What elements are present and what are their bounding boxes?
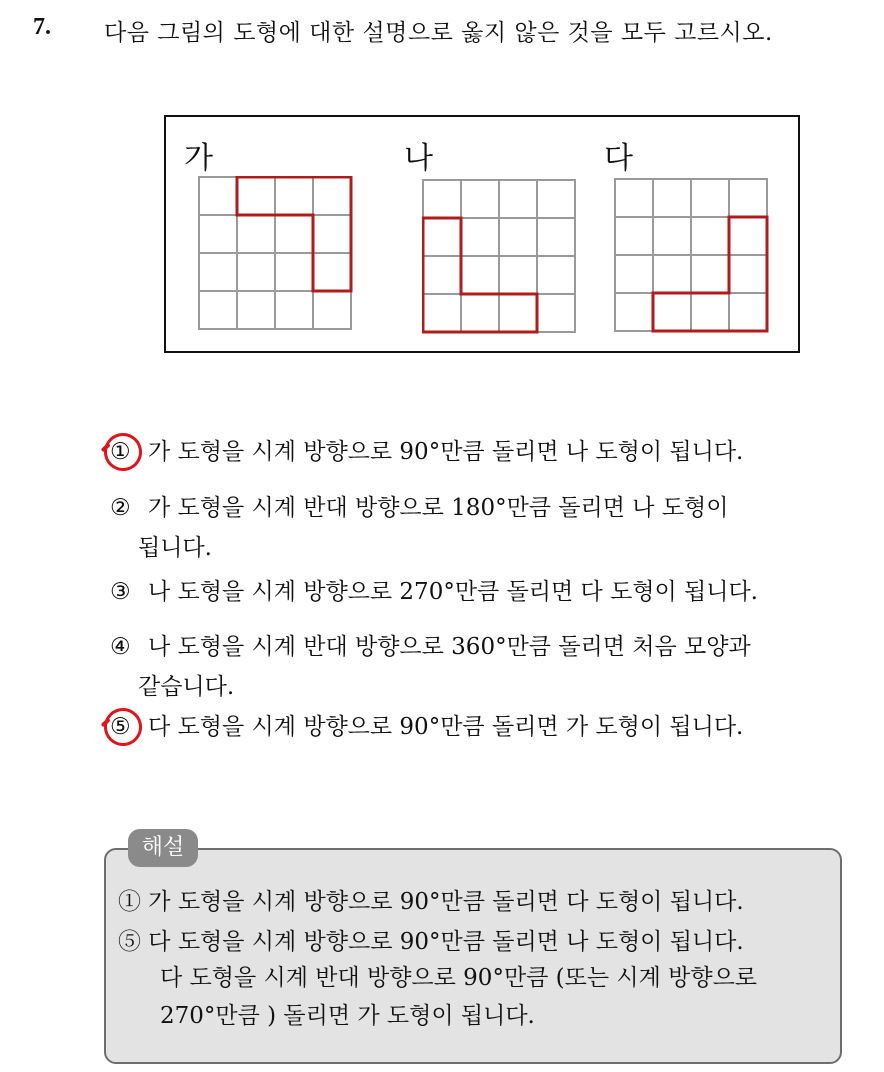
option-4[interactable] <box>110 627 840 700</box>
figure-ga-shape <box>237 177 351 291</box>
option-2-number: ② <box>110 495 131 521</box>
option-1[interactable] <box>110 432 840 472</box>
option-1-text: 가 도형을 시계 방향으로 90°만큼 돌리면 나 도형이 됩니다. <box>148 439 744 465</box>
option-4-continuation: 같습니다. <box>138 674 235 700</box>
figure-label-da: 다 <box>604 141 633 176</box>
figure-da-shape <box>653 217 767 331</box>
question-number: 7. <box>33 14 51 40</box>
option-5-text: 다 도형을 시계 방향으로 90°만큼 돌리면 가 도형이 됩니다. <box>148 714 744 740</box>
solution-line-1: ① 가 도형을 시계 방향으로 90°만큼 돌리면 다 도형이 됩니다. <box>118 889 744 915</box>
figure-na-shape <box>423 218 537 332</box>
solution-title: 해설 <box>128 829 198 867</box>
option-4-number: ④ <box>110 634 131 660</box>
option-3-text: 나 도형을 시계 방향으로 270°만큼 돌리면 다 도형이 됩니다. <box>148 579 758 605</box>
option-5[interactable] <box>110 707 840 747</box>
option-3-number: ③ <box>110 579 131 605</box>
option-1-number: ① <box>110 439 131 465</box>
option-2-text: 가 도형을 시계 반대 방향으로 180°만큼 돌리면 나 도형이 <box>148 495 729 521</box>
figure-label-ga: 가 <box>184 141 213 176</box>
figure-label-na: 나 <box>404 141 433 176</box>
option-2[interactable] <box>110 488 840 561</box>
question-text: 다음 그림의 도형에 대한 설명으로 옳지 않은 것을 모두 고르시오. <box>104 20 773 46</box>
figure-ga-grid <box>198 176 354 332</box>
option-3[interactable] <box>110 572 840 612</box>
figure-box <box>164 115 800 353</box>
solution-line-4: 270°만큼 ) 돌리면 가 도형이 됩니다. <box>160 1003 535 1029</box>
solution-line-2: ⑤ 다 도형을 시계 방향으로 90°만큼 돌리면 나 도형이 됩니다. <box>118 929 744 955</box>
option-2-continuation: 됩니다. <box>138 535 212 561</box>
option-4-text: 나 도형을 시계 반대 방향으로 360°만큼 돌리면 처음 모양과 <box>148 634 751 660</box>
option-5-number: ⑤ <box>110 714 131 740</box>
figure-da-grid <box>614 178 770 334</box>
figure-na-grid <box>422 179 578 335</box>
solution-line-3: 다 도형을 시계 반대 방향으로 90°만큼 (또는 시계 방향으로 <box>160 965 758 991</box>
